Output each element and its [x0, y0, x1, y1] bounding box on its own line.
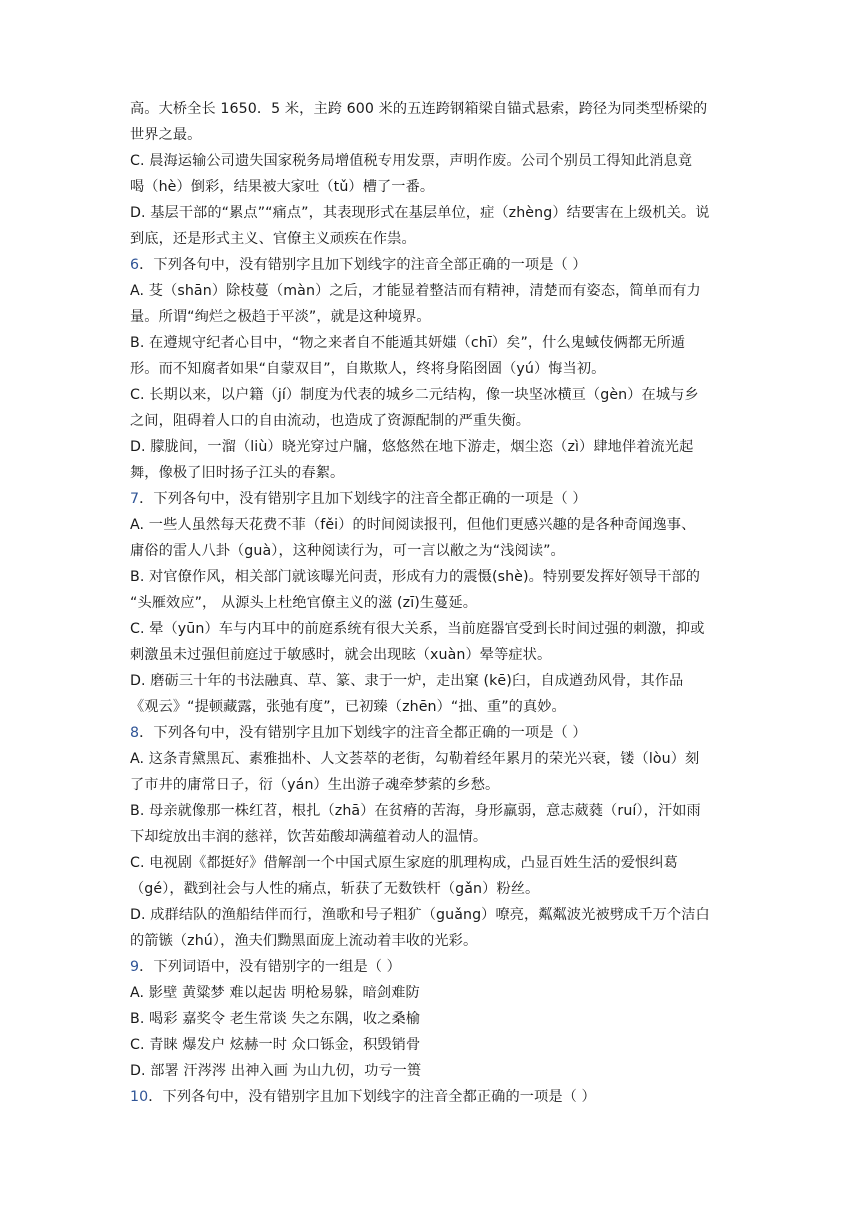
text-line — [130, 148, 730, 174]
text-line — [130, 668, 730, 694]
text-line — [130, 408, 730, 434]
question-line — [130, 954, 730, 980]
text-line — [130, 122, 730, 148]
line-text: A. 影壁 黄粱梦 难以起齿 明枪易躲，暗剑难防 — [130, 985, 420, 1001]
text-line — [130, 798, 730, 824]
line-text: 高。大桥全长 1650．5 米，主跨 600 米的五连跨钢箱梁自锚式悬索，跨径为同类型桥梁的 — [130, 101, 708, 117]
line-text: B. 母亲就像那一株红苕，根扎（zhā）在贫瘠的苦海，身形羸弱，意志葳蕤（ruí），汗如雨 — [130, 803, 701, 819]
line-text: 下却绽放出丰润的慈祥，饮苦茹酸却满蕴着动人的温情。 — [130, 829, 488, 845]
line-text: C. 长期以来，以户籍（jí）制度为代表的城乡二元结构，像一块坚冰横亘（gèn）在城与乡 — [130, 387, 699, 403]
text-line — [130, 1006, 730, 1032]
line-text: 庸俗的雷人八卦（guà），这种阅读行为，可一言以敝之为“浅阅读”。 — [130, 543, 565, 559]
text-line — [130, 174, 730, 200]
text-line — [130, 616, 730, 642]
line-text: C. 晨海运输公司遗失国家税务局增值税专用发票，声明作废。公司个别员工得知此消息竟 — [130, 153, 693, 169]
text-line — [130, 902, 730, 928]
text-line — [130, 1058, 730, 1084]
text-line — [130, 538, 730, 564]
line-text: 量。所谓“绚烂之极趋于平淡”，就是这种境界。 — [130, 309, 431, 325]
text-line — [130, 850, 730, 876]
question-line — [130, 720, 730, 746]
line-text: ．下列词语中，没有错别字的一组是（ ） — [139, 959, 401, 975]
question-number: 10 — [130, 1089, 149, 1105]
question-number: 9 — [130, 959, 140, 975]
text-line — [130, 460, 730, 486]
line-text: “头雁效应”， 从源头上杜绝官僚主义的滋 (zī)生蔓延。 — [130, 595, 478, 611]
text-line — [130, 590, 730, 616]
text-line — [130, 200, 730, 226]
text-line — [130, 980, 730, 1006]
text-line — [130, 642, 730, 668]
line-text: A. 这条青黛黑瓦、素雅拙朴、人文荟萃的老街，勾勒着经年累月的荣光兴衰，镂（lòu）刻 — [130, 751, 700, 767]
text-line — [130, 1032, 730, 1058]
text-line — [130, 356, 730, 382]
line-text: 喝（hè）倒彩，结果被大家吐（tǔ）槽了一番。 — [130, 179, 435, 195]
line-text: 形。而不知腐者如果“自蒙双目”，自欺欺人，终将身陷囹圄（yú）悔当初。 — [130, 361, 606, 377]
question-line — [130, 486, 730, 512]
line-text: 世界之最。 — [130, 127, 202, 143]
text-line — [130, 512, 730, 538]
text-line — [130, 746, 730, 772]
line-text: A. 一些人虽然每天花费不菲（fěi）的时间阅读报刊，但他们更感兴趣的是各种奇闻逸事、 — [130, 517, 696, 533]
question-number: 6 — [130, 257, 140, 273]
line-text: A. 芟（shān）除枝蔓（màn）之后，才能显着整洁而有精神，清楚而有姿态，简单而有力 — [130, 283, 701, 299]
line-text: D. 朦胧间，一溜（liù）晓光穿过户牖，悠悠然在地下游走，烟尘恣（zì）肆地伴着流光起 — [130, 439, 694, 455]
text-line — [130, 226, 730, 252]
question-number: 7 — [130, 491, 140, 507]
line-text: 了市井的庸常日子，衍（yán）生出游子魂牵梦萦的乡愁。 — [130, 777, 500, 793]
line-text: B. 喝彩 嘉奖令 老生常谈 失之东隅，收之桑榆 — [130, 1011, 421, 1027]
line-text: C. 晕（yūn）车与内耳中的前庭系统有很大关系，当前庭器官受到长时间过强的刺激，抑或 — [130, 621, 705, 637]
text-line — [130, 772, 730, 798]
question-line — [130, 252, 730, 278]
line-text: B. 在遵规守纪者心目中，“物之来者自不能遁其妍媸（chī）矣”，什么鬼蜮伎俩都无所遁 — [130, 335, 686, 351]
line-text: ．下列各句中，没有错别字且加下划线字的注音全都正确的一项是（ ） — [148, 1089, 596, 1105]
line-text: D. 部署 汗涔涔 出神入画 为山九仞，功亏一篑 — [130, 1063, 422, 1079]
line-text: B. 对官僚作风，相关部门就该曝光问责，形成有力的震慑(shè)。特别要发挥好领导干部的 — [130, 569, 701, 585]
line-text: 到底，还是形式主义、官僚主义顽疾在作祟。 — [130, 231, 416, 247]
line-text: D. 基层干部的“累点”“痛点”，其表现形式在基层单位，症（zhèng）结要害在上级机关。说 — [130, 205, 710, 221]
question-line — [130, 1084, 730, 1110]
line-text: ．下列各句中，没有错别字且加下划线字的注音全部正确的一项是（ ） — [139, 257, 587, 273]
line-text: （gé），戳到社会与人性的痛点，斩获了无数铁杆（gǎn）粉丝。 — [130, 881, 540, 897]
line-text: ．下列各句中，没有错别字且加下划线字的注音全都正确的一项是（ ） — [139, 491, 587, 507]
text-line — [130, 278, 730, 304]
text-line — [130, 824, 730, 850]
text-line — [130, 876, 730, 902]
line-text: 的箭镞（zhú），渔夫们黝黑面庞上流动着丰收的光彩。 — [130, 933, 478, 949]
text-line — [130, 304, 730, 330]
line-text: 刺激虽未过强但前庭过于敏感时，就会出现眩（xuàn）晕等症状。 — [130, 647, 552, 663]
text-line — [130, 694, 730, 720]
text-line — [130, 434, 730, 460]
text-line — [130, 330, 730, 356]
document-page — [130, 96, 730, 1110]
line-text: 《观云》“提顿藏露，张弛有度”，已初臻（zhēn）“拙、重”的真妙。 — [130, 699, 566, 715]
line-text: C. 电视剧《都挺好》借解剖一个中国式原生家庭的肌理构成，凸显百姓生活的爱恨纠葛 — [130, 855, 678, 871]
text-line — [130, 96, 730, 122]
text-line — [130, 928, 730, 954]
line-text: 之间，阻碍着人口的自由流动，也造成了资源配制的严重失衡。 — [130, 413, 531, 429]
text-line — [130, 382, 730, 408]
question-number: 8 — [130, 725, 140, 741]
line-text: 舞，像极了旧时扬子江头的春絮。 — [130, 465, 345, 481]
text-line — [130, 564, 730, 590]
line-text: ．下列各句中，没有错别字且加下划线字的注音全都正确的一项是（ ） — [139, 725, 587, 741]
line-text: C. 青睐 爆发户 炫赫一时 众口铄金，积毁销骨 — [130, 1037, 421, 1053]
line-text: D. 磨砺三十年的书法融真、草、篆、隶于一炉，走出窠 (kē)臼，自成遒劲风骨，其作品 — [130, 673, 684, 689]
line-text: D. 成群结队的渔船结伴而行，渔歌和号子粗犷（guǎng）嘹亮，粼粼波光被劈成千万个洁白 — [130, 907, 710, 923]
